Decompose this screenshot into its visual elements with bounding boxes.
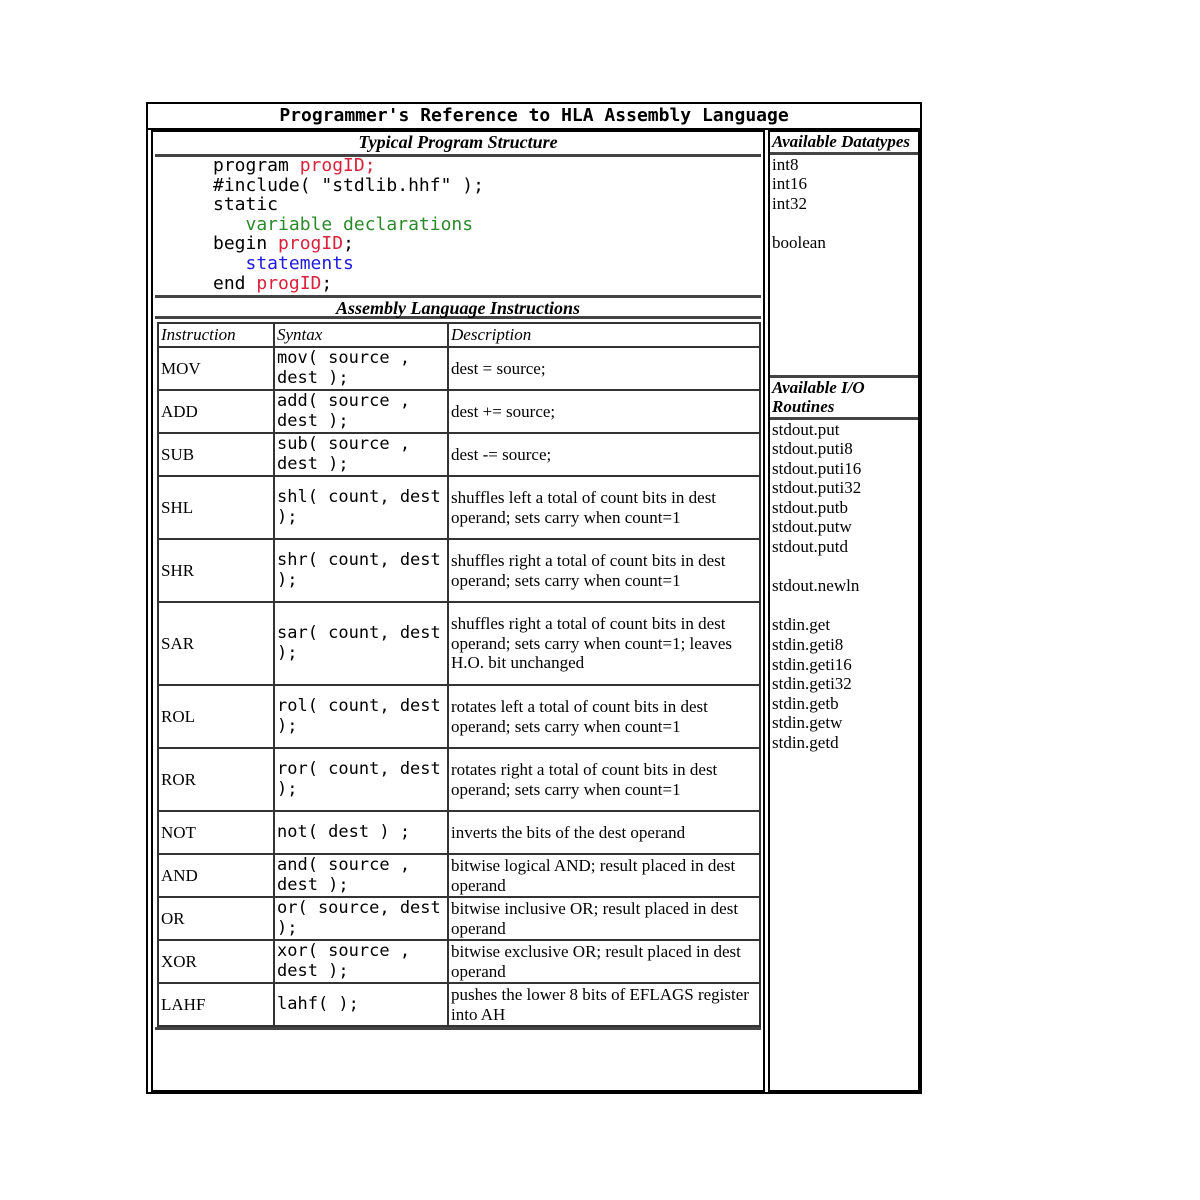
instruction-description: shuffles right a total of count bits in dest operand; sets carry when count=1 — [448, 539, 760, 602]
table-row — [158, 854, 760, 897]
list-item: stdin.geti8 — [772, 635, 844, 655]
instruction-name: SHL — [158, 476, 274, 539]
instruction-description: shuffles left a total of count bits in dest operand; sets carry when count=1 — [448, 476, 760, 539]
instruction-syntax: lahf( ); — [274, 983, 448, 1026]
instruction-name: ADD — [158, 390, 274, 433]
instruction-name: ROR — [158, 748, 274, 811]
code-punct: ; — [364, 155, 376, 176]
list-item: stdout.putd — [772, 537, 849, 557]
list-spacer — [772, 557, 918, 577]
column-header-description: Description — [448, 323, 760, 347]
instruction-syntax: mov( source , dest ); — [274, 347, 448, 390]
table-row — [158, 390, 760, 433]
table-row — [158, 539, 760, 602]
code-keyword: program — [213, 155, 300, 176]
list-item: int16 — [772, 174, 807, 194]
instruction-syntax: or( source, dest ); — [274, 897, 448, 940]
list-spacer — [772, 596, 918, 616]
code-identifier: progID — [278, 233, 344, 255]
instruction-syntax: not( dest ) ; — [274, 811, 448, 854]
instruction-name: MOV — [158, 347, 274, 390]
list-item: stdin.geti32 — [772, 674, 852, 694]
instruction-syntax: add( source , dest ); — [274, 390, 448, 433]
instruction-description: rotates left a total of count bits in dest operand; sets carry when count=1 — [448, 685, 760, 748]
instruction-name: ROL — [158, 685, 274, 748]
table-row — [158, 983, 760, 1026]
instruction-syntax: xor( source , dest ); — [274, 940, 448, 983]
instruction-description: dest -= source; — [448, 433, 760, 476]
list-item: stdin.geti16 — [772, 654, 852, 674]
code-line-statements: statements — [213, 252, 354, 274]
instruction-description: dest += source; — [448, 390, 760, 433]
instruction-name: LAHF — [158, 983, 274, 1026]
io-routines-heading: Available I/O Routines — [770, 375, 918, 420]
instructions-heading: Assembly Language Instructions — [155, 295, 761, 319]
list-item: stdin.getb — [772, 693, 839, 713]
column-header-instruction: Instruction — [158, 323, 274, 347]
instruction-syntax: shr( count, dest ); — [274, 539, 448, 602]
code-line-variables: variable declarations — [213, 213, 474, 235]
program-structure-heading: Typical Program Structure — [155, 132, 761, 157]
reference-card — [146, 102, 922, 1094]
table-row — [158, 897, 760, 940]
datatypes-list — [770, 155, 918, 375]
instruction-syntax: rol( count, dest ); — [274, 685, 448, 748]
list-item: stdout.puti32 — [772, 478, 862, 498]
code-punct: ; — [343, 233, 354, 255]
left-panel — [151, 130, 765, 1092]
instruction-description: rotates right a total of count bits in dest operand; sets carry when count=1 — [448, 748, 760, 811]
instruction-name: AND — [158, 854, 274, 897]
list-item: stdout.puti8 — [772, 439, 853, 459]
code-line-include: #include( "stdlib.hhf" ); — [213, 174, 484, 196]
table-row — [158, 940, 760, 983]
code-punct: ; — [321, 272, 333, 294]
instruction-description: bitwise inclusive OR; result placed in dest operand — [448, 897, 760, 940]
code-keyword: end — [213, 272, 257, 294]
instruction-syntax: shl( count, dest ); — [274, 476, 448, 539]
divider — [155, 1027, 761, 1030]
list-item: stdout.newln — [772, 576, 860, 596]
instruction-description: bitwise logical AND; result placed in dest operand — [448, 854, 760, 897]
instruction-syntax: sub( source , dest ); — [274, 433, 448, 476]
table-row — [158, 476, 760, 539]
io-routines-list — [770, 420, 918, 753]
table-row — [158, 433, 760, 476]
list-item: stdin.get — [772, 615, 831, 635]
program-structure-code — [213, 156, 484, 293]
instruction-name: XOR — [158, 940, 274, 983]
list-item: stdout.putb — [772, 497, 849, 517]
list-item: int8 — [772, 154, 799, 174]
code-identifier: progID — [299, 155, 365, 176]
list-spacer — [772, 213, 918, 233]
instruction-syntax: ror( count, dest ); — [274, 748, 448, 811]
list-item: stdin.getd — [772, 733, 839, 752]
instruction-description: dest = source; — [448, 347, 760, 390]
instructions-table — [157, 322, 761, 1027]
code-keyword: begin — [213, 233, 279, 255]
table-row — [158, 685, 760, 748]
list-item: stdin.getw — [772, 713, 843, 733]
list-item: boolean — [772, 232, 826, 252]
list-item: int32 — [772, 193, 807, 213]
instruction-name: OR — [158, 897, 274, 940]
instruction-description: bitwise exclusive OR; result placed in dest operand — [448, 940, 760, 983]
instruction-syntax: sar( count, dest ); — [274, 602, 448, 685]
table-row — [158, 748, 760, 811]
instruction-name: SHR — [158, 539, 274, 602]
datatypes-heading: Available Datatypes — [770, 132, 918, 155]
code-identifier: progID — [256, 272, 322, 294]
instruction-description: shuffles right a total of count bits in dest operand; sets carry when count=1; leaves H.O. bit unchanged — [448, 602, 760, 685]
table-header-row — [158, 323, 760, 347]
table-row — [158, 811, 760, 854]
list-item: stdout.put — [772, 419, 840, 439]
table-row — [158, 347, 760, 390]
instruction-name: SAR — [158, 602, 274, 685]
list-item: stdout.putw — [772, 517, 852, 537]
table-row — [158, 602, 760, 685]
instruction-description: pushes the lower 8 bits of EFLAGS register into AH — [448, 983, 760, 1026]
instruction-description: inverts the bits of the dest operand — [448, 811, 760, 854]
instruction-name: NOT — [158, 811, 274, 854]
column-header-syntax: Syntax — [274, 323, 448, 347]
card-title: Programmer's Reference to HLA Assembly Language — [148, 104, 920, 130]
instruction-syntax: and( source , dest ); — [274, 854, 448, 897]
code-line-static: static — [213, 194, 279, 216]
instruction-name: SUB — [158, 433, 274, 476]
list-item: stdout.puti16 — [772, 458, 862, 478]
right-panel — [768, 130, 920, 1092]
